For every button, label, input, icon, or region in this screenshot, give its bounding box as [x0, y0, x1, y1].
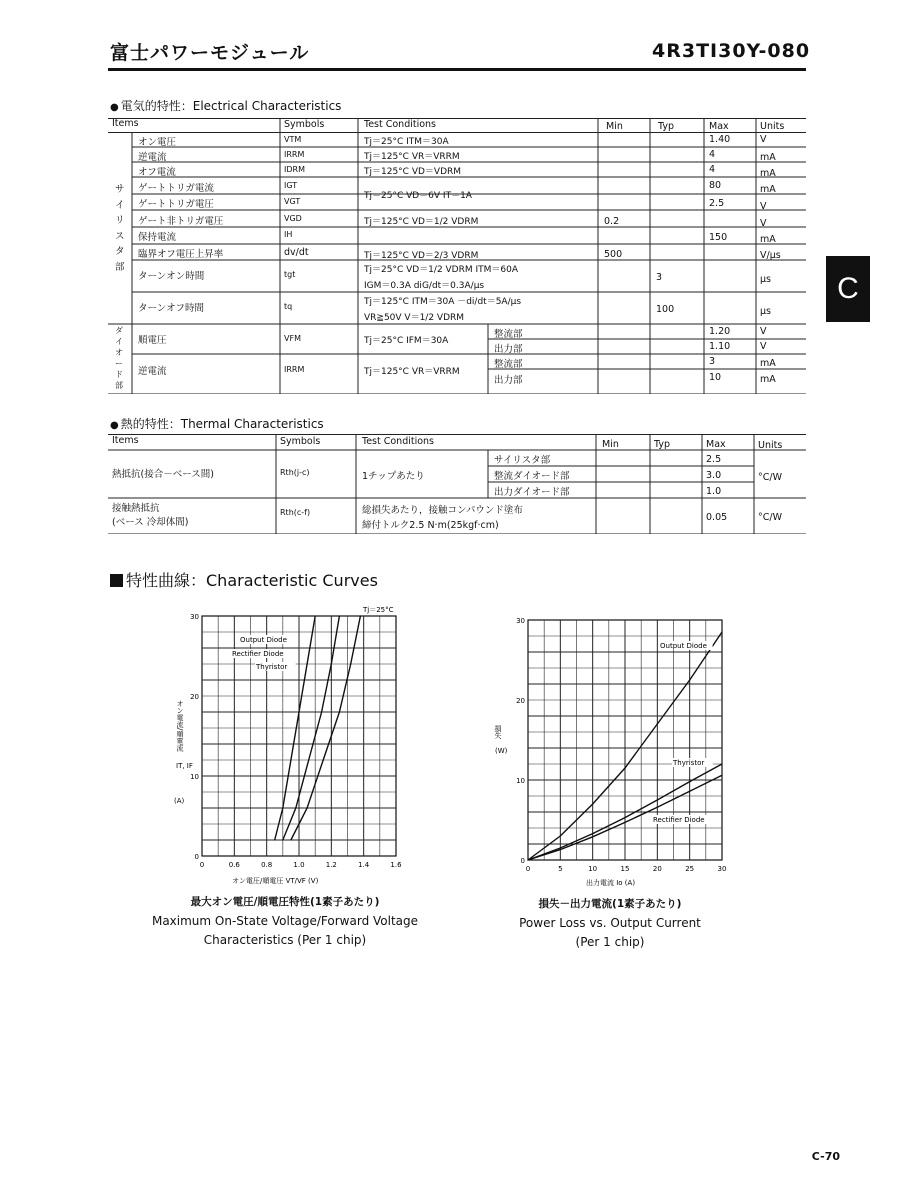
data-point [689, 679, 690, 680]
diode-sub: 整流部 [494, 359, 523, 370]
row-item: ターンオン時間 [138, 271, 205, 282]
row-sym: IH [284, 230, 293, 239]
curves-heading-text: 特性曲線：Characteristic Curves [126, 571, 378, 590]
data-point [624, 822, 625, 823]
col-symbols: Symbols [284, 119, 325, 130]
row-sym: VGD [284, 214, 302, 223]
diode-item: 逆電流 [138, 366, 167, 377]
row-item: ターンオフ時間 [138, 303, 205, 314]
diode-max: 3 [709, 356, 716, 367]
diode-unit: V [760, 326, 767, 337]
chart2-ylabel-jp: 損失 [494, 725, 502, 739]
data-point [560, 849, 561, 850]
data-point [657, 807, 658, 808]
data-point [721, 763, 722, 764]
chart2-xlabel: 出力電流 Io (A) [586, 879, 636, 887]
row-test2: VR≧50V V＝1/2 VDRM [364, 313, 465, 323]
chart1-ylabel-unit: (A) [174, 797, 185, 805]
data-point [274, 839, 275, 840]
thermal-test2: 締付トルク2.5 N·m(25kgf·cm) [362, 520, 499, 531]
section-tab: C [826, 256, 870, 322]
row-max: 4 [709, 164, 716, 175]
electrical-heading [110, 97, 341, 114]
group-char: 部 [115, 381, 123, 390]
part-number: 4R3TI30Y-080 [652, 40, 811, 62]
group-char: ー [115, 359, 123, 368]
row-min: 0.2 [604, 216, 620, 227]
caption-en: Characteristics (Per 1 chip) [203, 933, 367, 947]
col-items: Items [112, 118, 139, 129]
col-typ: Typ [658, 121, 674, 132]
row-item: ゲートトリガ電圧 [138, 199, 214, 210]
thermal-table [108, 434, 806, 534]
row-sym: VGT [284, 197, 301, 206]
row-item: 保持電流 [138, 232, 177, 243]
data-point [331, 663, 332, 664]
x-tick-label: 25 [685, 865, 695, 873]
chart2-caption [485, 895, 735, 952]
chart1-annotation: Tj＝25°C [363, 606, 394, 614]
page-number: C-70 [811, 1150, 840, 1163]
thermal-max: 3.0 [706, 470, 722, 481]
chart2-ylabel-unit: (W) [495, 747, 508, 755]
group-char: オ [115, 348, 123, 357]
data-point [721, 631, 722, 632]
data-point [592, 836, 593, 837]
y-tick-label: 10 [190, 773, 199, 781]
chart1-labels [231, 635, 298, 671]
data-point [315, 615, 316, 616]
col-units: Units [758, 440, 783, 451]
series-label: Rectifier Diode [232, 650, 284, 658]
group-char: イ [115, 199, 125, 211]
chart2-ticks [516, 617, 726, 873]
x-tick-label: 0 [199, 861, 205, 869]
row-unit: mA [760, 152, 776, 163]
row-sym: dv/dt [284, 247, 309, 258]
row-test2: IGM＝0.3A diG/dt＝0.3A/μs [364, 281, 485, 291]
thermal-item2: (ベース 冷却体間) [112, 517, 189, 528]
data-point [560, 847, 561, 848]
row-unit: mA [760, 234, 776, 245]
data-point [592, 803, 593, 804]
row-min: 500 [604, 249, 623, 260]
thermal-sym: Rth(c-f) [280, 508, 311, 517]
diode-max: 1.10 [709, 341, 731, 352]
data-point [689, 791, 690, 792]
data-point [360, 615, 361, 616]
row-unit: V/μs [760, 250, 781, 261]
thermal-test: 1チップあたり [362, 471, 425, 482]
row-sym: IDRM [284, 165, 305, 174]
row-max: 4 [709, 149, 716, 160]
row-item: ゲート非トリガ電圧 [138, 216, 224, 227]
diode-test: Tj＝25°C IFM＝30A [364, 336, 449, 346]
row-max: 1.40 [709, 134, 731, 145]
x-tick-label: 5 [558, 865, 563, 873]
data-point [306, 807, 307, 808]
group-diode [115, 325, 123, 391]
thermal-heading [110, 415, 324, 432]
chart1-xlabel: オン電圧/順電圧 VT/VF (V) [232, 877, 319, 885]
col-symbols: Symbols [280, 436, 321, 447]
group-char: ド [115, 370, 123, 379]
row-unit: mA [760, 184, 776, 195]
y-tick-label: 30 [190, 613, 199, 621]
col-items: Items [112, 435, 139, 446]
group-char: イ [115, 337, 123, 346]
y-tick-label: 20 [516, 697, 525, 705]
data-point [339, 711, 340, 712]
row-unit: mA [760, 168, 776, 179]
diode-unit: mA [760, 374, 776, 385]
data-point [298, 711, 299, 712]
row-item: オフ電流 [138, 167, 176, 178]
x-tick-label: 1.6 [390, 861, 402, 869]
x-tick-label: 1.0 [293, 861, 305, 869]
row-unit: V [760, 201, 767, 212]
thermal-sub: 出力ダイオード部 [494, 487, 570, 498]
thermal-heading-text: 熱的特性：Thermal Characteristics [120, 417, 324, 431]
data-point [721, 775, 722, 776]
row-test: Tj＝125°C VD＝2/3 VDRM [364, 251, 479, 261]
diode-test: Tj＝125°C VR＝VRRM [364, 367, 460, 377]
row-item: 逆電流 [138, 152, 167, 163]
x-tick-label: 0 [525, 865, 531, 873]
row-max: 80 [709, 180, 722, 191]
row-test: Tj＝25°C VD＝1/2 VDRM ITM＝60A [364, 265, 519, 275]
curves-heading [110, 568, 378, 591]
diode-sym: IRRM [284, 365, 305, 374]
diode-max: 1.20 [709, 326, 731, 337]
row-unit: V [760, 134, 767, 145]
caption-jp: 最大オン電圧/順電圧特性(1素子あたり) [190, 896, 380, 908]
col-test: Test Conditions [362, 436, 435, 447]
thermal-sub: サイリスタ部 [494, 455, 551, 466]
row-item: 臨界オフ電圧上昇率 [138, 249, 224, 260]
y-tick-label: 30 [516, 617, 525, 625]
row-sym: IGT [284, 181, 298, 190]
caption-en: Maximum On-State Voltage/Forward Voltage [151, 914, 419, 928]
thermal-unit: °C/W [758, 472, 782, 483]
data-point [290, 759, 291, 760]
col-typ: Typ [654, 439, 670, 450]
chart1-caption [130, 893, 440, 950]
diode-max: 10 [709, 372, 722, 383]
row-test: Tj＝25°C ITM＝30A [364, 137, 449, 147]
group-char: リ [115, 215, 125, 226]
square-bullet-icon [110, 574, 123, 587]
row-typ: 100 [656, 304, 675, 315]
row-sym: tgt [284, 270, 296, 279]
chart1-ylabel-jp: オン電流/順電流 [176, 700, 184, 752]
row-max: 2.5 [709, 198, 725, 209]
diode-sym: VFM [284, 334, 301, 343]
col-max: Max [706, 439, 726, 450]
series-label: Output Diode [660, 642, 707, 650]
series-label: Thyristor [256, 663, 288, 671]
diode-sub: 出力部 [494, 375, 523, 386]
x-tick-label: 0.8 [261, 861, 273, 869]
data-point [339, 615, 340, 616]
data-point [624, 767, 625, 768]
bullet-icon: ● [110, 102, 119, 113]
thermal-max: 2.5 [706, 454, 722, 465]
series-label: Output Diode [240, 636, 287, 644]
thermal-unit: °C/W [758, 512, 782, 523]
diode-sub: 整流部 [494, 329, 523, 340]
row-test: Tj＝125°C VD＝VDRM [364, 167, 462, 177]
series-label: Thyristor [673, 759, 705, 767]
caption-en: Power Loss vs. Output Current [519, 916, 701, 930]
row-unit: μs [760, 274, 771, 285]
thermal-item: 接触熱抵抗 [112, 503, 160, 514]
row-max: 150 [709, 232, 728, 243]
electrical-heading-text: 電気的特性：Electrical Characteristics [120, 99, 342, 113]
header-rule [108, 68, 806, 71]
data-point [308, 759, 309, 760]
group-char: 部 [115, 261, 125, 273]
col-min: Min [606, 121, 623, 132]
thermal-test: 総損失あたり，接触コンパウンド塗布 [362, 505, 523, 516]
x-tick-label: 20 [652, 865, 662, 873]
row-sym: tq [284, 302, 293, 311]
col-units: Units [760, 121, 785, 132]
col-min: Min [602, 439, 619, 450]
diode-item: 順電圧 [138, 335, 167, 346]
chart-forward-voltage [150, 600, 430, 890]
group-char: サ [115, 184, 125, 195]
row-sym: VTM [284, 135, 302, 144]
data-point [323, 759, 324, 760]
group-char: ダ [115, 326, 123, 335]
col-max: Max [709, 121, 729, 132]
group-char: ス [115, 230, 125, 242]
data-point [290, 839, 291, 840]
data-point [306, 663, 307, 664]
y-tick-label: 0 [194, 853, 199, 861]
row-unit: V [760, 218, 767, 229]
x-tick-label: 15 [620, 865, 630, 873]
header-title: 富士パワーモジュール [110, 42, 310, 64]
thermal-item: 熱抵抗(接合－ベース間) [112, 469, 214, 480]
x-tick-label: 1.2 [325, 861, 337, 869]
thermal-sym: Rth(j-c) [280, 468, 310, 477]
thermal-max: 0.05 [706, 512, 728, 523]
y-tick-label: 10 [516, 777, 525, 785]
caption-jp: 損失－出力電流(1素子あたり) [538, 898, 682, 910]
series-label: Rectifier Diode [653, 816, 705, 824]
data-point [560, 835, 561, 836]
electrical-table [108, 118, 806, 394]
bullet-icon: ● [110, 420, 119, 431]
y-tick-label: 0 [520, 857, 525, 865]
row-typ: 3 [656, 272, 663, 283]
x-tick-label: 30 [717, 865, 727, 873]
row-test: Tj＝125°C VR＝VRRM [364, 152, 460, 162]
data-point [689, 781, 690, 782]
chart1-ylabel-sym: IT, IF [176, 762, 193, 770]
thermal-sub: 整流ダイオード部 [494, 471, 570, 482]
row-item: オン電圧 [138, 137, 177, 148]
diode-unit: mA [760, 358, 776, 369]
row-test: Tj＝125°C VD＝1/2 VDRM [364, 217, 479, 227]
data-point [282, 839, 283, 840]
group-thyristor [115, 182, 125, 275]
diode-unit: V [760, 341, 767, 352]
x-tick-label: 1.4 [358, 861, 370, 869]
col-test: Test Conditions [364, 119, 437, 130]
y-tick-label: 20 [190, 693, 199, 701]
data-point [295, 807, 296, 808]
x-tick-label: 10 [588, 865, 598, 873]
x-tick-label: 0.6 [228, 861, 240, 869]
data-point [527, 859, 528, 860]
row-item: ゲートトリガ電流 [138, 183, 214, 194]
row-sym: IRRM [284, 150, 305, 159]
row-unit: μs [760, 306, 771, 317]
data-point [350, 663, 351, 664]
data-point [282, 807, 283, 808]
caption-en: (Per 1 chip) [575, 935, 645, 949]
row-test: Tj＝25°C VD＝6V IT＝1A [364, 191, 472, 201]
thermal-max: 1.0 [706, 486, 722, 497]
group-char: タ [115, 246, 125, 257]
data-point [657, 723, 658, 724]
data-point [657, 799, 658, 800]
chart-power-loss [490, 605, 740, 890]
data-point [321, 711, 322, 712]
row-test: Tj＝125°C ITM＝30A －di/dt＝5A/μs [364, 297, 522, 307]
diode-sub: 出力部 [494, 344, 523, 355]
data-point [624, 817, 625, 818]
data-point [592, 833, 593, 834]
